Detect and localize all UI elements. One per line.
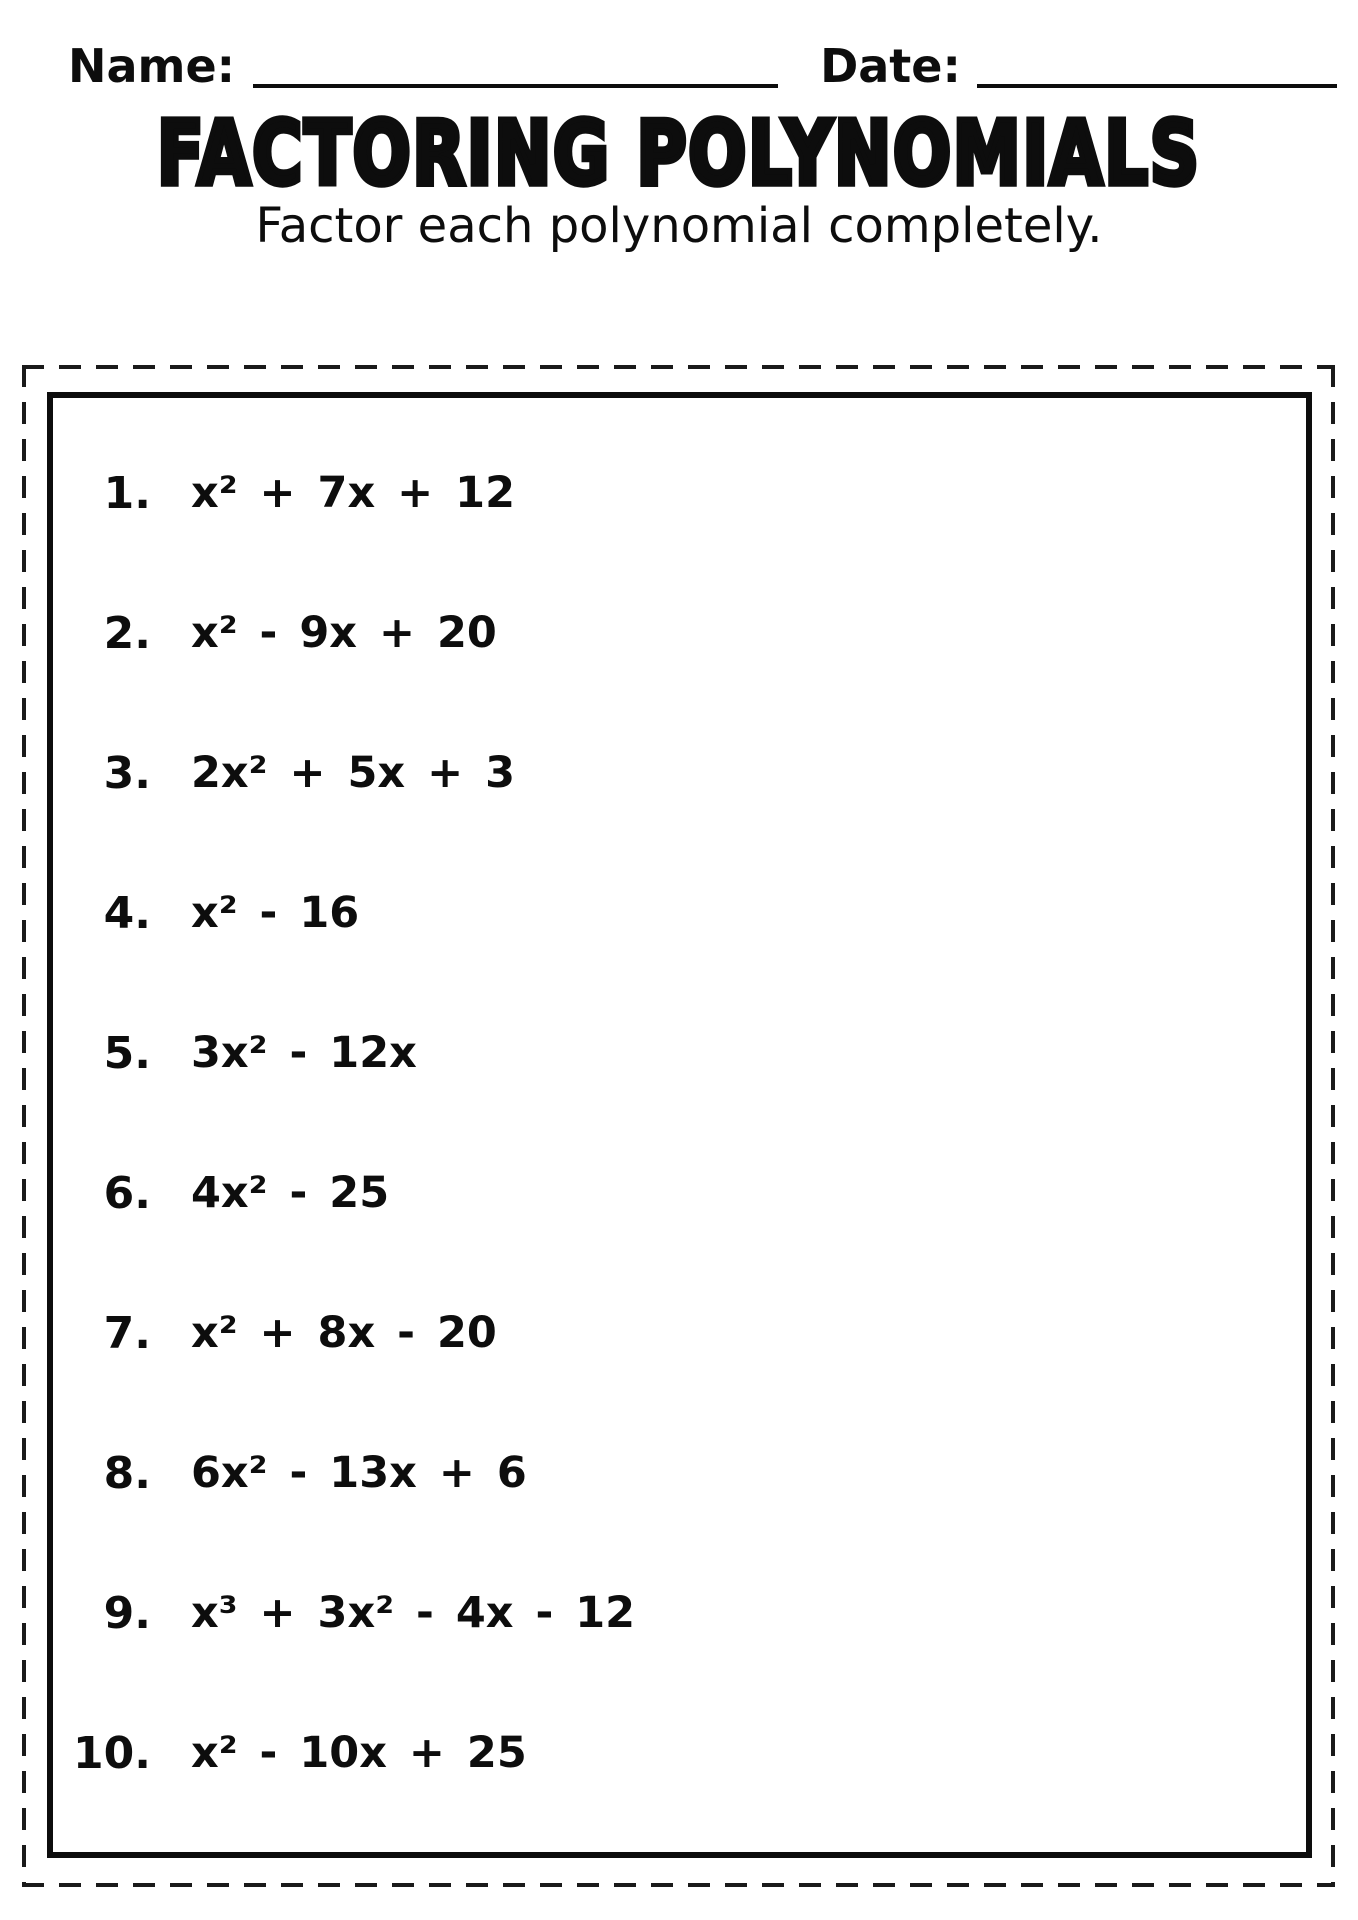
problem-row <box>53 423 1306 563</box>
page-subtitle: Factor each polynomial completely. <box>255 198 1103 254</box>
problem-number: 1. <box>103 467 151 519</box>
page-title: FACTORING POLYNOMIALS <box>157 104 1201 206</box>
problem-number: 5. <box>103 1027 151 1079</box>
problem-expression: x² + 8x - 20 <box>191 1308 497 1358</box>
date-blank-line <box>977 72 1337 88</box>
problem-expression: x² + 7x + 12 <box>191 468 516 518</box>
problem-expression: x² - 16 <box>191 888 360 938</box>
problem-number: 3. <box>103 747 151 799</box>
problem-row <box>53 1263 1306 1403</box>
problem-number: 9. <box>103 1587 151 1639</box>
problem-number: 2. <box>103 607 151 659</box>
problem-number: 7. <box>103 1307 151 1359</box>
name-label: Name: <box>68 39 236 93</box>
problem-expression: 2x² + 5x + 3 <box>191 748 516 798</box>
problem-number: 6. <box>103 1167 151 1219</box>
dashed-border-right <box>1331 365 1335 1887</box>
problem-row <box>53 1683 1306 1823</box>
header <box>68 40 1337 93</box>
problem-row <box>53 563 1306 703</box>
problem-number: 4. <box>103 887 151 939</box>
problem-expression: x³ + 3x² - 4x - 12 <box>191 1588 636 1638</box>
problem-row <box>53 703 1306 843</box>
problem-list <box>53 398 1306 1823</box>
dashed-border-bottom <box>22 1883 1335 1887</box>
problem-expression: 3x² - 12x <box>191 1028 417 1078</box>
problem-expression: 6x² - 13x + 6 <box>191 1448 527 1498</box>
dashed-border-top <box>22 365 1335 369</box>
date-label: Date: <box>820 39 961 93</box>
problem-row <box>53 843 1306 983</box>
problem-expression: x² - 9x + 20 <box>191 608 497 658</box>
problem-expression: 4x² - 25 <box>191 1168 390 1218</box>
problem-expression: x² - 10x + 25 <box>191 1728 527 1778</box>
problem-row <box>53 1403 1306 1543</box>
problem-box <box>47 392 1312 1858</box>
problem-row <box>53 1543 1306 1683</box>
problem-row <box>53 983 1306 1123</box>
problem-row <box>53 1123 1306 1263</box>
name-blank-line <box>253 72 778 88</box>
problem-number: 8. <box>103 1447 151 1499</box>
dashed-border-left <box>22 365 26 1887</box>
problem-number: 10. <box>73 1727 151 1779</box>
